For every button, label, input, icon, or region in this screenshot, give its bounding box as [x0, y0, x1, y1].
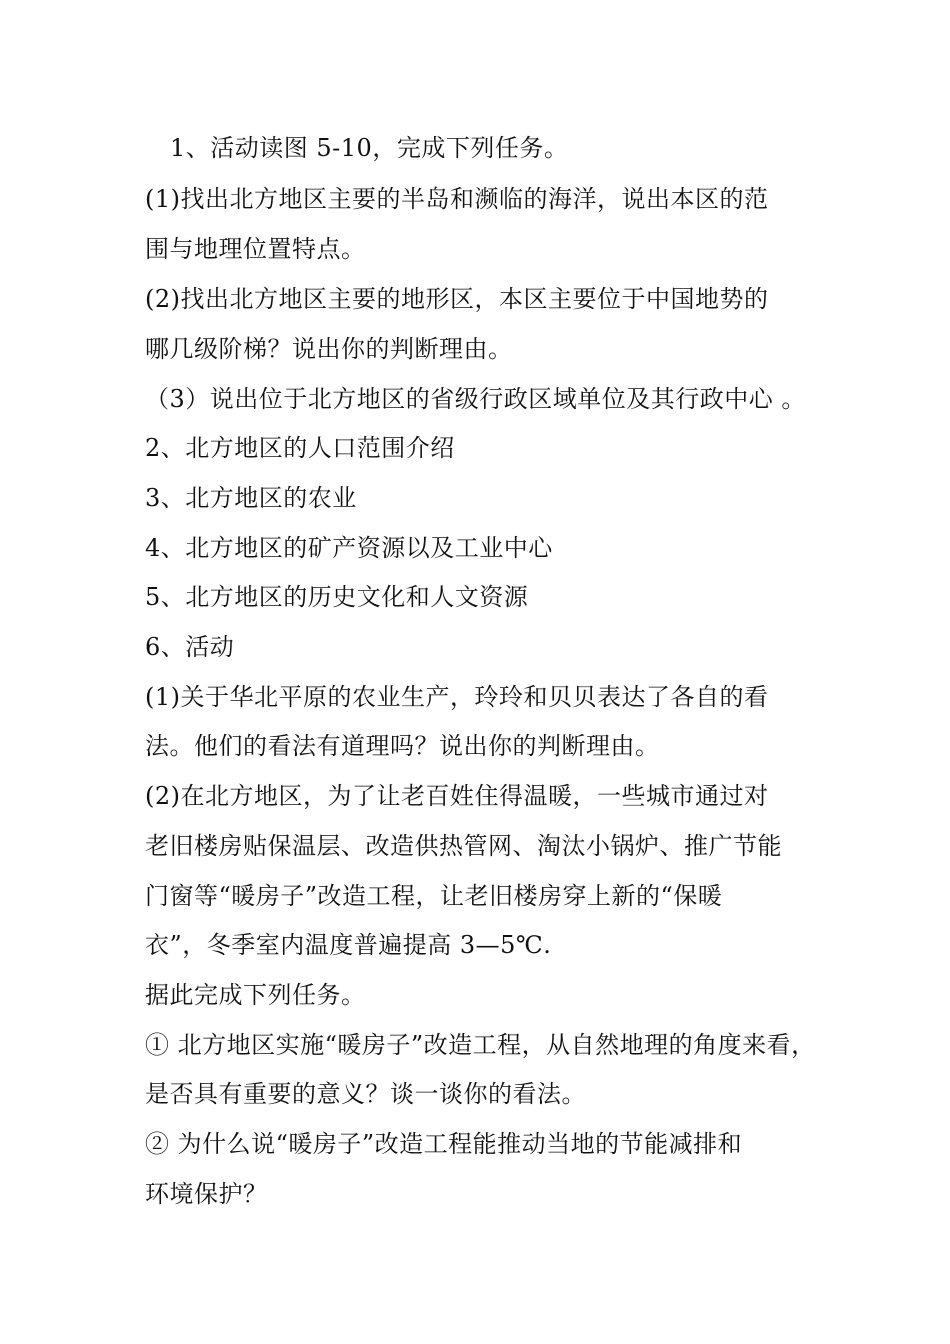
task-1-item-1-line-1: (1)找出北方地区主要的半岛和濒临的海洋，说出本区的范	[145, 185, 769, 213]
activity-item-2-line-2: 老旧楼房贴保温层、改造供热管网、淘汰小锅炉、推广节能	[145, 832, 782, 860]
task-1-item-1-line-2: 围与地理位置特点。	[145, 235, 366, 263]
task-1-item-2-line-1: (2)找出北方地区主要的地形区，本区主要位于中国地势的	[145, 285, 769, 313]
activity-item-1-line-2: 法。他们的看法有道理吗？说出你的判断理由。	[145, 732, 660, 760]
section-2-heading: 2、北方地区的人口范围介绍	[145, 434, 455, 462]
question-1-line-2: 是否具有重要的意义？谈一谈你的看法。	[145, 1080, 586, 1108]
section-3-heading: 3、北方地区的农业	[145, 484, 357, 512]
task-1-item-2-line-2: 哪几级阶梯？说出你的判断理由。	[145, 335, 513, 363]
instruction-line: 据此完成下列任务。	[145, 981, 366, 1009]
activity-item-2-line-1: (2)在北方地区，为了让老百姓住得温暖，一些城市通过对	[145, 782, 769, 810]
question-2-line-1: ② 为什么说“暖房子”改造工程能推动当地的节能减排和	[145, 1130, 743, 1158]
section-5-heading: 5、北方地区的历史文化和人文资源	[145, 583, 529, 611]
question-2-line-2: 环境保护？	[145, 1180, 268, 1208]
activity-item-1-line-1: (1)关于华北平原的农业生产，玲玲和贝贝表达了各自的看	[145, 683, 769, 711]
section-4-heading: 4、北方地区的矿产资源以及工业中心	[145, 534, 553, 562]
section-6-heading: 6、活动	[145, 633, 235, 661]
activity-item-2-line-4: 衣”，冬季室内温度普遍提高 3—5℃.	[145, 931, 552, 959]
task-1-item-3: （3）说出位于北方地区的省级行政区域单位及其行政中心 。	[145, 385, 806, 413]
task-1-heading: 1、活动读图 5-10，完成下列任务。	[170, 134, 569, 162]
question-1-line-1: ① 北方地区实施“暖房子”改造工程，从自然地理的角度来看，	[145, 1031, 816, 1059]
activity-item-2-line-3: 门窗等“暖房子”改造工程，让老旧楼房穿上新的“保暖	[145, 882, 723, 910]
